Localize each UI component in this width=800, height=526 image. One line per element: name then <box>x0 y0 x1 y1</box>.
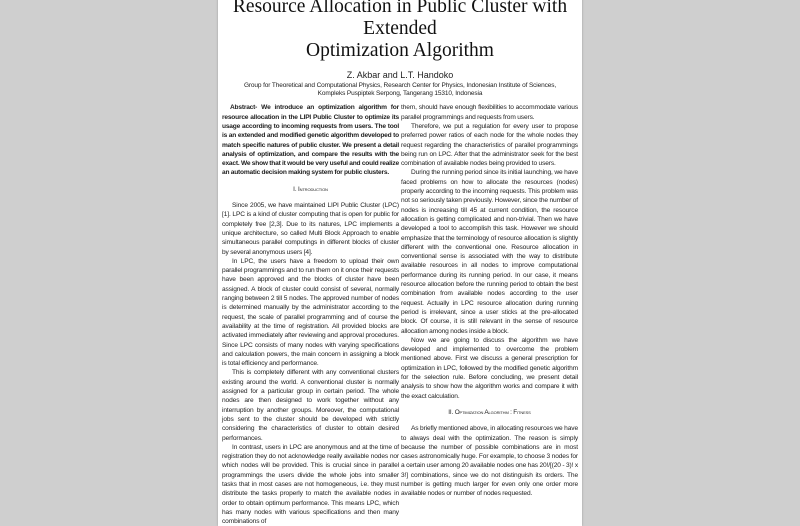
left-column <box>222 103 399 526</box>
right-column <box>401 103 578 526</box>
paragraph: Since 2005, we have maintained LIPI Public Cluster (LPC) [1]. LPC is a kind of cluster computing that is open for public for completely free [2,3]. Due to its natures, LPC implements a unique architecture, so called Multi Block Approach to enable simultaneous parallel computings in different blocks of cluster by several anonymous users [4]. <box>222 202 399 256</box>
paper-page <box>218 0 582 526</box>
paragraph: This is completely different with any conventional clusters existing around the world. A conventional cluster is normally assigned for a particular group in certain period. The whole nodes are then designed to work together without any interruption by another groups. Moreover, the computational jobs sent to the cluster should be developed with strictly considering the characteristics of cluster to obtain desired performances. <box>222 369 399 442</box>
paper-title <box>218 0 582 62</box>
paragraph: As briefly mentioned above, in allocating resources we have to always deal with the optimization. The reason is simply because the number of possible combinations are in most cases astronomically huge. For example, to choose 3 nodes for a certain user among 20 available nodes one has 20!/[(20 - 3)! x 3!] combinations, since we do not distinguish its orders. The number is getting much larger for even only one order more available nodes or number of nodes requested. <box>401 425 578 498</box>
title-line: Resource Allocation in Public Cluster with Extended <box>232 0 568 39</box>
paragraph: During the running period since its initial launching, we have faced problems on how to allocate the resources (nodes) properly according to the incoming requests. This problem was not so seriously taken previously. However, since the number of nodes is increasing till 45 at current condition, the resource allocation is getting complicated and non-trivial. Then we have developed a tool to accomplish this task. However we should emphasize that the terminology of resource allocation is slightly different with the conventional one. Resource allocation in conventional sense is associated with the way to distribute available resources in all nodes to improve computational performance during its running period. In our case, it means resource allocation before the running period to obtain the best combination from available nodes according to the user request. Actually in LPC resource allocation during running period is irrelevant, since a user sticks at the pre-allocated block. Of course, it is still relevant in the sense of resource allocation among nodes inside a block. <box>401 169 578 335</box>
section-heading-introduction: I. Introduction <box>293 185 328 193</box>
paragraph: Therefore, we put a regulation for every user to propose preferred power ratios of each node for the whole nodes they request regarding the characteristics of parallel programmings being run on LPC. After that the administrator seek for the best combination of available nodes being provided to users. <box>401 123 578 168</box>
abstract: Abstract- We introduce an optimization algorithm for resource allocation in the LIPI Public Cluster to optimize its usage according to incoming requests from users. The tool is an extended and modified genetic algorithm developed to match specific natures of public cluster. We present a detail analysis of optimization, and compare the results with the exact. We show that it would be very useful and could realize an automatic decision making system for public clusters. <box>222 104 399 177</box>
affiliation <box>218 82 582 98</box>
paragraph: Now we are going to discuss the algorithm we have developed and implemented to overcome the problem mentioned above. First we discuss a general prescription for optimization in LPC, followed by the modified genetic algorithm for the selection rule. Before concluding, we present detail analysis to show how the algorithm works and compare it with the exact calculation. <box>401 336 578 400</box>
affiliation-line: Group for Theoretical and Computational Physics, Research Center for Physics, Indonesian Institute of Sciences, <box>243 82 557 89</box>
paragraph: them, should have enough flexibilities to accommodate various parallel programmings and requests from users. <box>401 104 578 121</box>
title-line: Optimization Algorithm <box>306 40 494 61</box>
affiliation-line: Kompleks Puspiptek Serpong, Tangerang 15310, Indonesia <box>317 90 483 98</box>
authors: Z. Akbar and L.T. Handoko <box>346 70 454 80</box>
paragraph: In LPC, the users have a freedom to upload their own parallel programmings and to run them on it once their requests have been approved and the blocks of cluster have been assigned. A block of cluster could consist of several, normally ranging between 2 till 5 nodes. The approved number of nodes is determined manually by the administrator according to the request, the scale of parallel programming and of course the availability at the time of registration. All provided blocks are activated immediately after reviewing and approval procedures. Since LPC consists of many nodes with varying specifications and calculation powers, the main concern in assigning a block is total efficiency and performance. <box>222 257 399 368</box>
paragraph: In contrast, users in LPC are anonymous and at the time of registration they do not acknowledge really available nodes nor which nodes will be provided. This is crucial since in parallel programmings the users divide the whole jobs into smaller tasks that in most cases are not homogeneous, i.e. they must distribute the tasks properly to match the available nodes in order to obtain optimum performance. This means LPC, which has many nodes with various specifications and then many combinations of <box>222 443 399 526</box>
section-heading-optimization: II. Optimization Algorithm : Fitness <box>448 408 531 416</box>
body-columns <box>218 98 582 526</box>
